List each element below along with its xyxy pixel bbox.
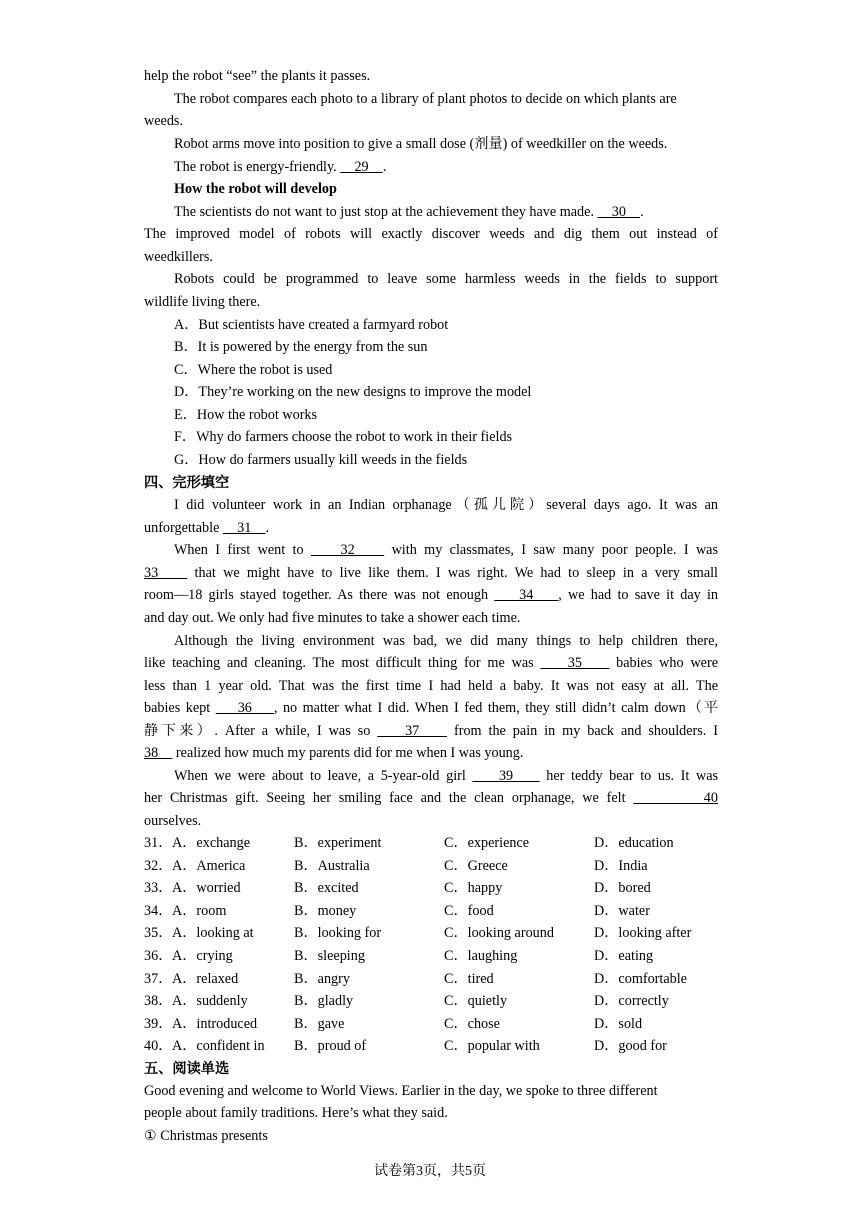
choice-b: B．Australia [294, 857, 370, 874]
choice-c: C．looking around [444, 925, 554, 942]
choice-b: B．gladly [294, 993, 354, 1010]
choice-c: C．chose [444, 1015, 500, 1032]
question-number: 40． [144, 1038, 173, 1055]
answer-blank-32: 32 [310, 542, 385, 558]
answer-blank-37: 37 [377, 723, 448, 739]
answer-blank-36: 36 [215, 700, 274, 716]
text-line: The improved model of robots will exactly discover weeds and dig them out instead of [144, 226, 718, 242]
section-heading: How the robot will develop [174, 181, 337, 197]
choice-c: C．experience [444, 835, 530, 851]
choice-a: A．America [172, 857, 246, 874]
text-line: The robot is energy-friendly. 29 . [174, 159, 387, 175]
option-g: G．How do farmers usually kill weeds in the fields [174, 452, 468, 468]
text-line: her Christmas gift. Seeing her smiling face and the clean orphanage, we felt 40 [144, 790, 718, 806]
choice-a: A．relaxed [172, 970, 239, 987]
choice-a: A．looking at [172, 925, 254, 942]
choice-d: D．water [594, 902, 650, 919]
choice-a: A．room [172, 902, 227, 919]
text-line: 静下来）. After a while, I was so 37 from the pain in my back and shoulders. I [144, 723, 719, 739]
option-b: B．It is powered by the energy from the sun [174, 339, 428, 355]
question-number: 39． [144, 1015, 173, 1032]
choice-a: A．suddenly [172, 993, 248, 1010]
choice-a: A．confident in [172, 1038, 265, 1055]
choice-d: D．education [594, 835, 674, 851]
choice-b: B．looking for [294, 925, 382, 942]
choice-c: C．quietly [444, 993, 508, 1010]
answer-blank-33: 33 [144, 565, 188, 581]
choice-b: B．gave [294, 1015, 345, 1032]
text-line: and day out. We only had five minutes to take a shower each time. [144, 610, 521, 626]
choice-d: D．correctly [594, 993, 669, 1010]
choice-d: D．looking after [594, 925, 692, 942]
option-d: D．They’re working on the new designs to improve the model [174, 384, 532, 400]
question-number: 33． [144, 880, 173, 897]
choice-c: C．tired [444, 970, 494, 987]
question-number: 34． [144, 902, 173, 919]
choice-c: C．popular with [444, 1038, 540, 1055]
question-number: 35． [144, 925, 173, 942]
text-line: When we were about to leave, a 5-year-old girl 39 her teddy bear to us. It was [174, 768, 719, 784]
choice-a: A．crying [172, 948, 233, 964]
text-line: unforgettable 31 . [144, 520, 270, 536]
answer-blank-35: 35 [540, 655, 610, 671]
text-line: ① Christmas presents [144, 1128, 268, 1144]
text-line: 38 realized how much my parents did for me when I was young. [144, 745, 524, 761]
answer-blank-30: 30 [597, 204, 641, 220]
answer-blank-31: 31 [222, 520, 266, 536]
answer-blank-39: 39 [472, 768, 540, 784]
text-line: The robot compares each photo to a library of plant photos to decide on which plants are [174, 91, 677, 107]
question-number: 31． [144, 835, 173, 851]
text-line: When I first went to 32 with my classmates, I saw many poor people. I was [174, 542, 719, 558]
text-line: like teaching and cleaning. The most difficult thing for me was 35 babies who were [144, 655, 719, 671]
question-number: 37． [144, 970, 173, 987]
option-c: C．Where the robot is used [174, 362, 333, 378]
answer-blank-38: 38 [144, 745, 173, 761]
text-line: ourselves. [144, 813, 202, 829]
text-line: weedkillers. [144, 249, 213, 265]
option-a: A．But scientists have created a farmyard robot [174, 317, 449, 333]
choice-b: B．angry [294, 970, 350, 987]
text-line: babies kept 36 , no matter what I did. When I fed them, they still didn’t calm down（平 [144, 700, 719, 716]
text-line: I did volunteer work in an Indian orphanage（孤儿院）several days ago. It was an [174, 497, 718, 513]
page-footer: 试卷第3页，共5页 [374, 1164, 486, 1179]
choice-a: A．introduced [172, 1015, 258, 1032]
question-number: 36． [144, 948, 173, 964]
text-line: room—18 girls stayed together. As there was not enough 34 , we had to save it day in [144, 587, 718, 603]
section-heading-reading: 五、阅读单选 [144, 1061, 230, 1077]
choice-b: B．money [294, 902, 357, 919]
text-line: Good evening and welcome to World Views. Earlier in the day, we spoke to three different [144, 1083, 658, 1099]
text-line: wildlife living there. [144, 294, 261, 310]
choice-d: D．good for [594, 1038, 667, 1055]
choice-c: C．Greece [444, 857, 508, 874]
choice-c: C．food [444, 902, 494, 919]
option-f: F．Why do farmers choose the robot to work in their fields [174, 429, 513, 445]
choice-a: A．exchange [172, 835, 250, 851]
question-number: 32． [144, 857, 173, 874]
text-line: help the robot “see” the plants it passes. [144, 68, 371, 84]
choice-b: B．excited [294, 880, 359, 897]
choice-b: B．experiment [294, 835, 382, 851]
choice-d: D．India [594, 857, 648, 874]
text-line: less than 1 year old. That was the first time I had held a baby. It was not easy at all. The [144, 678, 718, 694]
choice-d: D．bored [594, 880, 651, 897]
choice-d: D．comfortable [594, 970, 687, 987]
text-line: The scientists do not want to just stop at the achievement they have made. 30 . [174, 204, 644, 220]
answer-blank-34: 34 [494, 587, 559, 603]
question-number: 38． [144, 993, 173, 1010]
choice-c: C．laughing [444, 948, 518, 964]
choice-a: A．worried [172, 880, 241, 897]
choice-c: C．happy [444, 880, 503, 897]
section-heading-cloze: 四、完形填空 [144, 475, 230, 491]
text-line: Robot arms move into position to give a small dose (剂量) of weedkiller on the weeds. [174, 136, 668, 152]
choice-b: B．sleeping [294, 948, 365, 964]
text-line: people about family traditions. Here’s what they said. [144, 1105, 448, 1121]
choice-d: D．sold [594, 1015, 643, 1032]
answer-blank-29: 29 [340, 159, 383, 175]
text-line: Robots could be programmed to leave some harmless weeds in the fields to support [174, 271, 718, 287]
text-line: weeds. [144, 113, 184, 129]
answer-blank-40: 40 [633, 790, 718, 806]
text-line: 33 that we might have to live like them. I was right. We had to sleep in a very small [144, 565, 718, 581]
choice-d: D．eating [594, 948, 654, 964]
option-e: E．How the robot works [174, 407, 318, 423]
text-line: Although the living environment was bad, we did many things to help children there, [174, 633, 718, 649]
choice-b: B．proud of [294, 1038, 367, 1055]
